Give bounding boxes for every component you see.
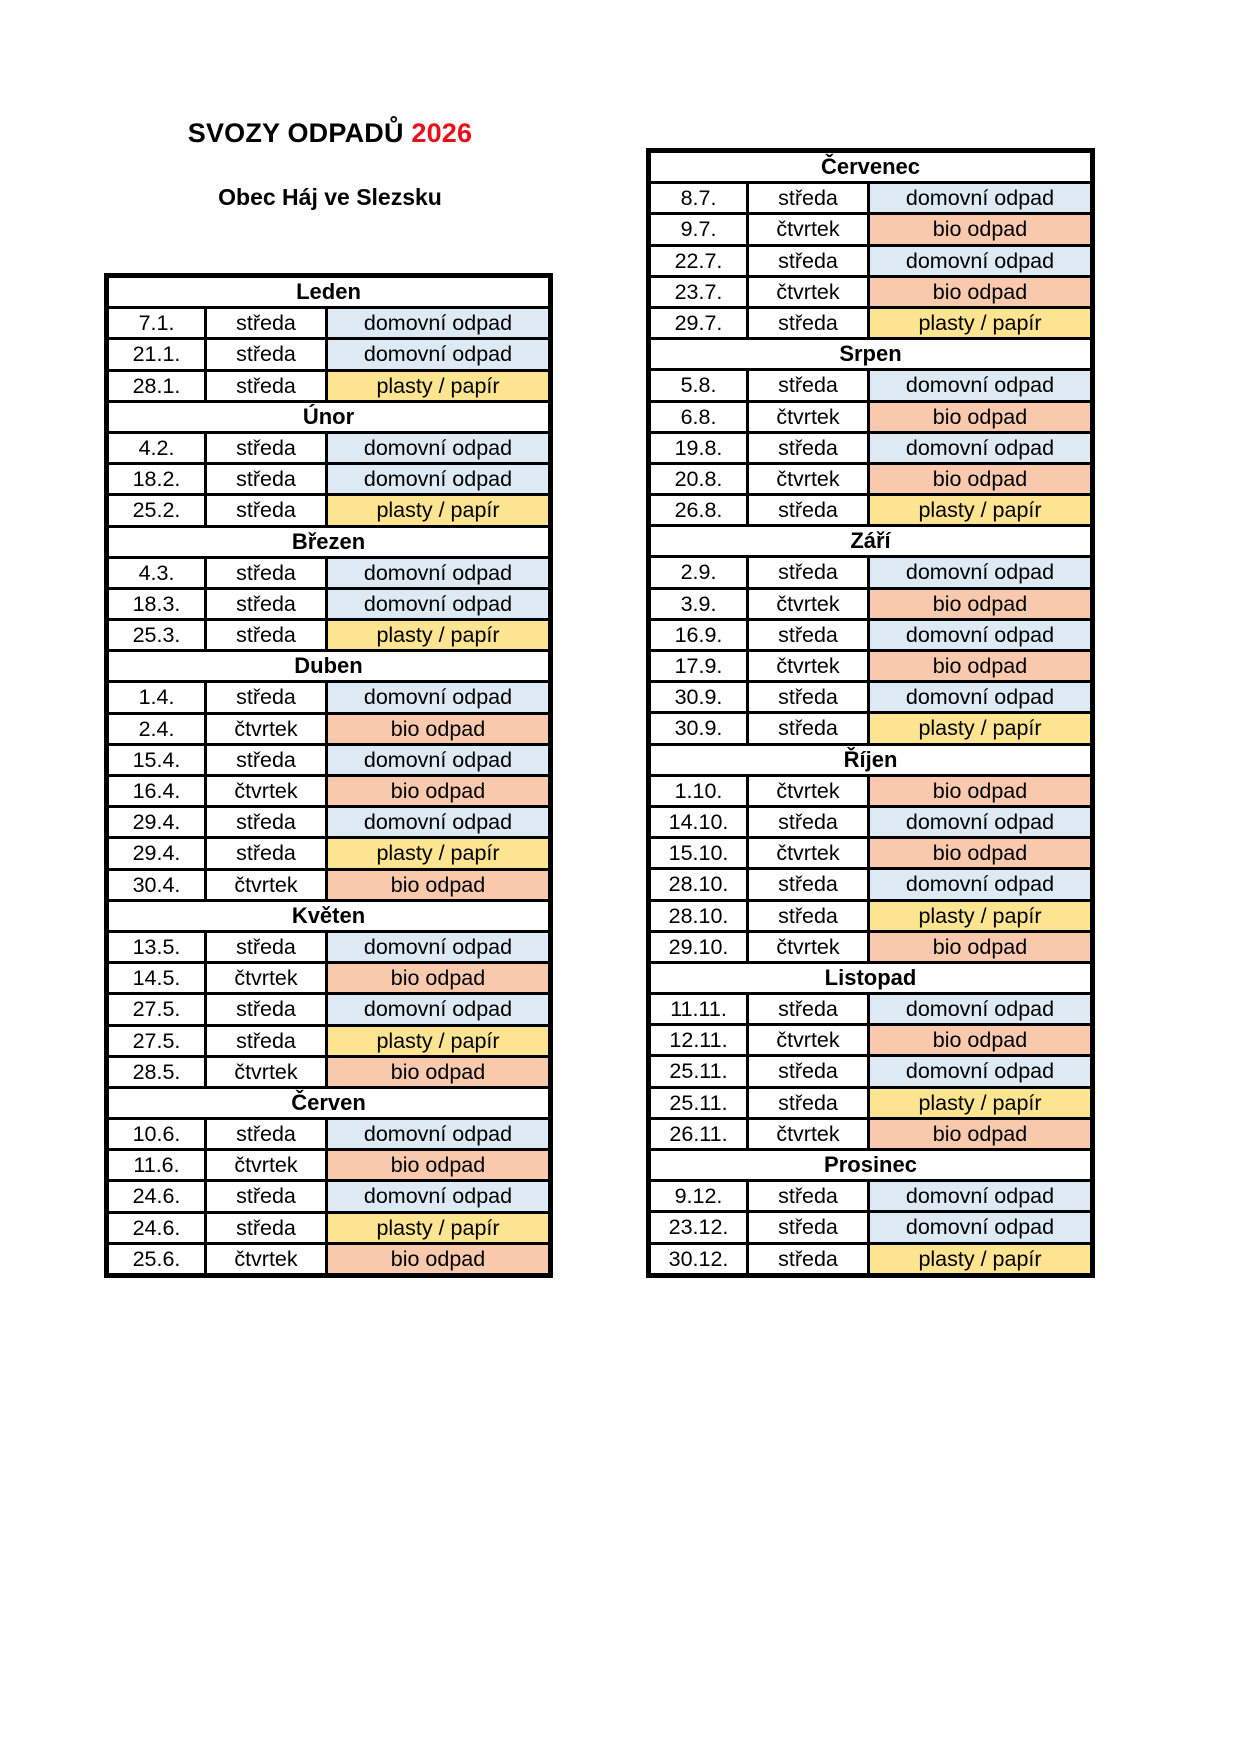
pickup-date: 18.2. xyxy=(109,465,204,493)
pickup-day: středa xyxy=(207,434,325,462)
waste-type: plasty / papír xyxy=(870,1089,1090,1117)
waste-type: domovní odpad xyxy=(870,621,1090,649)
page-subtitle: Obec Háj ve Slezsku xyxy=(218,184,442,210)
waste-type: bio odpad xyxy=(870,278,1090,306)
month-header: Srpen xyxy=(651,340,1090,368)
waste-type: domovní odpad xyxy=(328,1120,548,1148)
waste-type: plasty / papír xyxy=(870,309,1090,337)
pickup-date: 2.9. xyxy=(651,558,746,586)
pickup-date: 20.8. xyxy=(651,465,746,493)
waste-type: domovní odpad xyxy=(870,184,1090,212)
pickup-date: 18.3. xyxy=(109,590,204,618)
pickup-day: čtvrtek xyxy=(749,839,867,867)
waste-type: bio odpad xyxy=(870,839,1090,867)
month-header: Červenec xyxy=(651,153,1090,181)
pickup-day: středa xyxy=(207,683,325,711)
pickup-date: 28.10. xyxy=(651,902,746,930)
waste-type: plasty / papír xyxy=(328,372,548,400)
pickup-day: středa xyxy=(749,995,867,1023)
pickup-date: 8.7. xyxy=(651,184,746,212)
waste-type: domovní odpad xyxy=(870,1057,1090,1085)
waste-type: bio odpad xyxy=(870,933,1090,961)
pickup-day: středa xyxy=(207,1214,325,1242)
pickup-date: 11.6. xyxy=(109,1151,204,1179)
pickup-day: středa xyxy=(207,933,325,961)
pickup-day: čtvrtek xyxy=(207,1151,325,1179)
waste-type: bio odpad xyxy=(328,715,548,743)
pickup-date: 26.8. xyxy=(651,496,746,524)
pickup-day: středa xyxy=(207,1027,325,1055)
pickup-day: středa xyxy=(749,1213,867,1241)
waste-type: domovní odpad xyxy=(870,808,1090,836)
pickup-day: středa xyxy=(207,590,325,618)
waste-type: domovní odpad xyxy=(328,309,548,337)
pickup-day: středa xyxy=(207,559,325,587)
pickup-day: čtvrtek xyxy=(749,590,867,618)
waste-type: domovní odpad xyxy=(328,434,548,462)
waste-type: domovní odpad xyxy=(328,683,548,711)
pickup-date: 30.9. xyxy=(651,683,746,711)
waste-type: domovní odpad xyxy=(870,995,1090,1023)
waste-type: domovní odpad xyxy=(328,1182,548,1210)
pickup-date: 16.9. xyxy=(651,621,746,649)
pickup-date: 23.7. xyxy=(651,278,746,306)
waste-type: bio odpad xyxy=(870,465,1090,493)
pickup-day: čtvrtek xyxy=(749,465,867,493)
waste-type: plasty / papír xyxy=(328,1027,548,1055)
pickup-date: 25.6. xyxy=(109,1245,204,1273)
title-year: 2026 xyxy=(411,118,473,148)
pickup-day: středa xyxy=(749,714,867,742)
pickup-day: čtvrtek xyxy=(749,652,867,680)
waste-type: bio odpad xyxy=(870,1026,1090,1054)
pickup-date: 22.7. xyxy=(651,247,746,275)
waste-type: domovní odpad xyxy=(870,371,1090,399)
pickup-date: 29.4. xyxy=(109,808,204,836)
pickup-day: středa xyxy=(749,1182,867,1210)
waste-type: plasty / papír xyxy=(870,1245,1090,1273)
pickup-date: 3.9. xyxy=(651,590,746,618)
pickup-date: 14.10. xyxy=(651,808,746,836)
waste-type: domovní odpad xyxy=(328,933,548,961)
pickup-date: 24.6. xyxy=(109,1214,204,1242)
pickup-day: středa xyxy=(749,371,867,399)
waste-type: plasty / papír xyxy=(870,902,1090,930)
waste-type: bio odpad xyxy=(328,871,548,899)
pickup-day: čtvrtek xyxy=(207,777,325,805)
month-header: Listopad xyxy=(651,964,1090,992)
waste-type: plasty / papír xyxy=(328,839,548,867)
month-header: Květen xyxy=(109,902,548,930)
pickup-date: 28.10. xyxy=(651,870,746,898)
pickup-date: 25.11. xyxy=(651,1089,746,1117)
pickup-day: čtvrtek xyxy=(749,278,867,306)
pickup-day: středa xyxy=(207,1120,325,1148)
pickup-day: středa xyxy=(749,1089,867,1117)
pickup-date: 19.8. xyxy=(651,434,746,462)
waste-type: bio odpad xyxy=(328,1245,548,1273)
pickup-day: středa xyxy=(749,1057,867,1085)
waste-type: bio odpad xyxy=(870,652,1090,680)
month-header: Prosinec xyxy=(651,1151,1090,1179)
waste-type: bio odpad xyxy=(328,777,548,805)
pickup-day: čtvrtek xyxy=(207,715,325,743)
pickup-date: 30.9. xyxy=(651,714,746,742)
pickup-date: 1.10. xyxy=(651,777,746,805)
month-header: Září xyxy=(651,527,1090,555)
pickup-day: středa xyxy=(207,372,325,400)
pickup-date: 9.7. xyxy=(651,215,746,243)
pickup-date: 7.1. xyxy=(109,309,204,337)
waste-type: plasty / papír xyxy=(870,714,1090,742)
schedule-table-right xyxy=(646,148,1095,1278)
pickup-date: 29.4. xyxy=(109,839,204,867)
waste-type: domovní odpad xyxy=(328,746,548,774)
waste-type: bio odpad xyxy=(870,777,1090,805)
pickup-day: středa xyxy=(207,1182,325,1210)
waste-type: domovní odpad xyxy=(870,1213,1090,1241)
waste-type: domovní odpad xyxy=(328,808,548,836)
pickup-day: středa xyxy=(749,434,867,462)
waste-type: plasty / papír xyxy=(328,621,548,649)
pickup-day: čtvrtek xyxy=(207,964,325,992)
pickup-day: středa xyxy=(749,1245,867,1273)
waste-type: domovní odpad xyxy=(870,434,1090,462)
pickup-day: středa xyxy=(749,247,867,275)
pickup-day: čtvrtek xyxy=(749,215,867,243)
pickup-date: 4.3. xyxy=(109,559,204,587)
pickup-day: středa xyxy=(749,496,867,524)
pickup-date: 9.12. xyxy=(651,1182,746,1210)
pickup-day: středa xyxy=(207,496,325,524)
pickup-date: 17.9. xyxy=(651,652,746,680)
pickup-day: středa xyxy=(749,621,867,649)
pickup-date: 6.8. xyxy=(651,403,746,431)
pickup-day: čtvrtek xyxy=(749,1026,867,1054)
pickup-day: středa xyxy=(207,465,325,493)
waste-type: domovní odpad xyxy=(870,558,1090,586)
waste-type: plasty / papír xyxy=(870,496,1090,524)
pickup-date: 2.4. xyxy=(109,715,204,743)
waste-type: bio odpad xyxy=(870,590,1090,618)
page-title xyxy=(100,118,560,149)
waste-type: domovní odpad xyxy=(870,683,1090,711)
waste-type: plasty / papír xyxy=(328,1214,548,1242)
pickup-date: 30.12. xyxy=(651,1245,746,1273)
pickup-date: 28.5. xyxy=(109,1058,204,1086)
pickup-day: středa xyxy=(207,995,325,1023)
pickup-day: středa xyxy=(207,621,325,649)
pickup-date: 25.3. xyxy=(109,621,204,649)
pickup-day: středa xyxy=(749,184,867,212)
waste-type: bio odpad xyxy=(328,1151,548,1179)
month-header: Březen xyxy=(109,528,548,556)
pickup-date: 11.11. xyxy=(651,995,746,1023)
pickup-date: 30.4. xyxy=(109,871,204,899)
pickup-date: 27.5. xyxy=(109,1027,204,1055)
month-header: Leden xyxy=(109,278,548,306)
pickup-date: 4.2. xyxy=(109,434,204,462)
month-header: Duben xyxy=(109,652,548,680)
waste-type: bio odpad xyxy=(870,215,1090,243)
pickup-date: 21.1. xyxy=(109,340,204,368)
pickup-date: 23.12. xyxy=(651,1213,746,1241)
pickup-date: 13.5. xyxy=(109,933,204,961)
pickup-date: 29.7. xyxy=(651,309,746,337)
waste-type: domovní odpad xyxy=(328,465,548,493)
pickup-day: čtvrtek xyxy=(749,933,867,961)
month-header: Červen xyxy=(109,1089,548,1117)
pickup-date: 1.4. xyxy=(109,683,204,711)
pickup-day: středa xyxy=(749,808,867,836)
pickup-day: středa xyxy=(207,839,325,867)
pickup-day: čtvrtek xyxy=(749,1120,867,1148)
waste-type: domovní odpad xyxy=(328,590,548,618)
waste-type: domovní odpad xyxy=(328,995,548,1023)
pickup-date: 15.10. xyxy=(651,839,746,867)
pickup-day: středa xyxy=(207,808,325,836)
pickup-day: čtvrtek xyxy=(207,871,325,899)
pickup-day: středa xyxy=(749,870,867,898)
pickup-day: středa xyxy=(207,309,325,337)
month-header: Říjen xyxy=(651,746,1090,774)
pickup-date: 14.5. xyxy=(109,964,204,992)
pickup-date: 25.11. xyxy=(651,1057,746,1085)
waste-type: bio odpad xyxy=(328,1058,548,1086)
pickup-day: středa xyxy=(749,683,867,711)
pickup-date: 27.5. xyxy=(109,995,204,1023)
month-header: Únor xyxy=(109,403,548,431)
pickup-day: středa xyxy=(749,558,867,586)
pickup-date: 24.6. xyxy=(109,1182,204,1210)
pickup-date: 10.6. xyxy=(109,1120,204,1148)
waste-type: domovní odpad xyxy=(870,870,1090,898)
waste-type: bio odpad xyxy=(870,1120,1090,1148)
title-text: SVOZY ODPADŮ xyxy=(187,118,404,148)
pickup-day: středa xyxy=(207,340,325,368)
waste-type: bio odpad xyxy=(870,403,1090,431)
pickup-day: středa xyxy=(749,309,867,337)
pickup-date: 25.2. xyxy=(109,496,204,524)
pickup-date: 26.11. xyxy=(651,1120,746,1148)
waste-type: domovní odpad xyxy=(870,247,1090,275)
pickup-day: čtvrtek xyxy=(749,777,867,805)
pickup-date: 28.1. xyxy=(109,372,204,400)
pickup-day: čtvrtek xyxy=(207,1058,325,1086)
waste-type: bio odpad xyxy=(328,964,548,992)
waste-type: domovní odpad xyxy=(870,1182,1090,1210)
pickup-day: čtvrtek xyxy=(207,1245,325,1273)
pickup-date: 29.10. xyxy=(651,933,746,961)
waste-type: plasty / papír xyxy=(328,496,548,524)
pickup-date: 15.4. xyxy=(109,746,204,774)
pickup-date: 12.11. xyxy=(651,1026,746,1054)
waste-type: domovní odpad xyxy=(328,340,548,368)
schedule-table-left xyxy=(104,273,553,1278)
pickup-date: 16.4. xyxy=(109,777,204,805)
pickup-day: čtvrtek xyxy=(749,403,867,431)
pickup-day: středa xyxy=(749,902,867,930)
waste-type: domovní odpad xyxy=(328,559,548,587)
pickup-date: 5.8. xyxy=(651,371,746,399)
pickup-day: středa xyxy=(207,746,325,774)
